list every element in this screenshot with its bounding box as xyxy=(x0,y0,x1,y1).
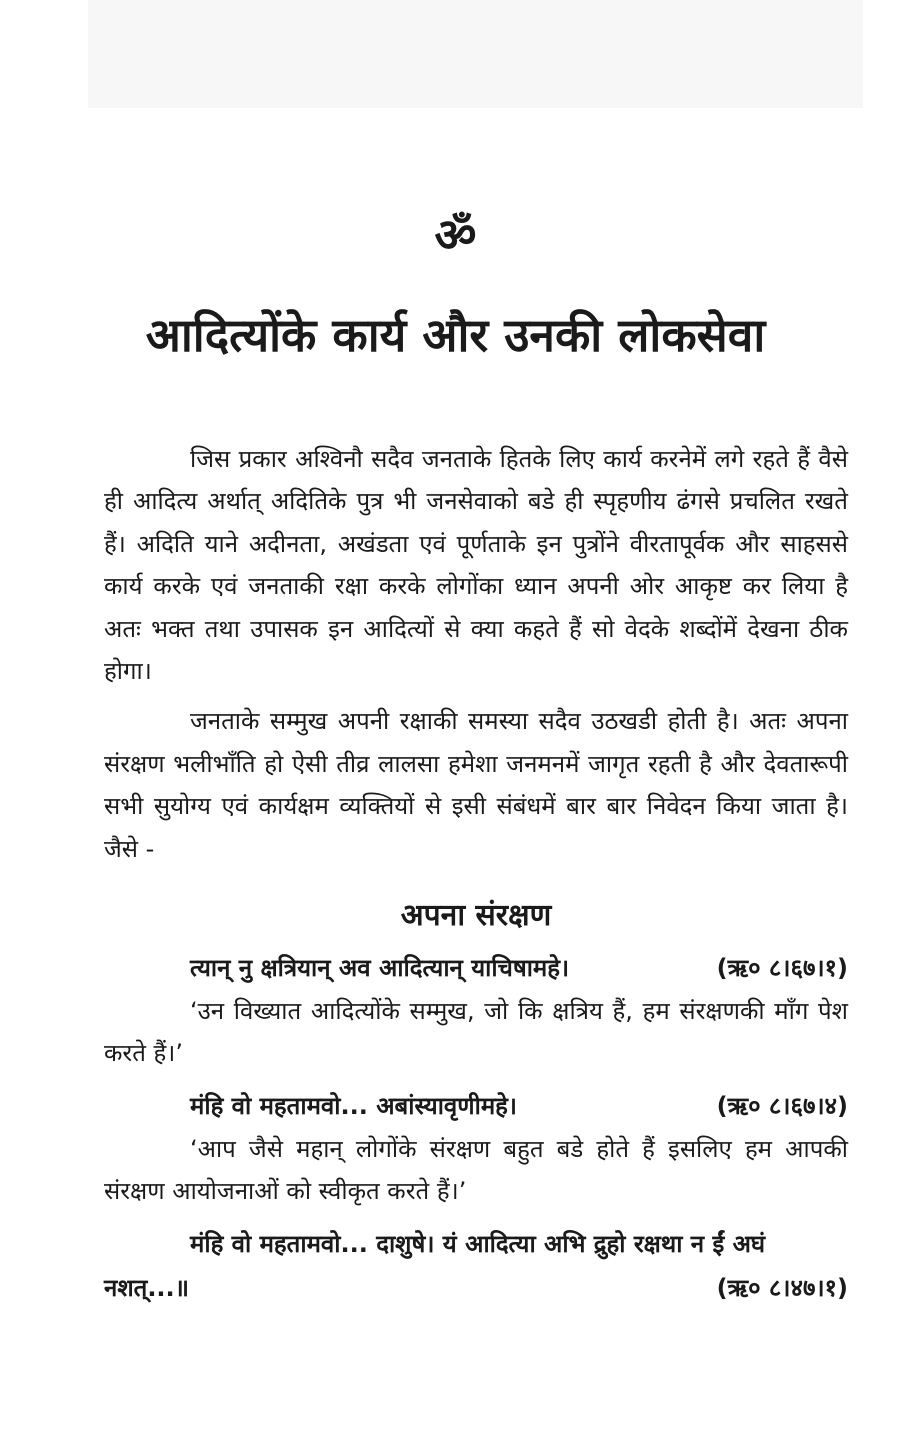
section-heading: अपना संरक्षण xyxy=(400,898,552,934)
body-paragraph-1: जिस प्रकार अश्विनौ सदैव जनताके हितके लिए कार्य करनेमें लगे रहते हैं वैसे ही आदित्य अर्थात् अदितिके पुत्र भी जनसेवाको बडे ही स्पृहणीय ढंगसे प्रचलित रखते हैं। अदिति याने अदीनता, अखंडता एवं पूर्णताके इन पुत्रोंने वीरतापूर्वक और साहससे कार्य करके एवं जनताकी रक्षा करके लोगोंका ध्यान अपनी ओर आकृष्ट कर लिया है अतः भक्त तथा उपासक इन आदित्यों से क्या कहते हैं सो वेदके शब्दोंमें देखना ठीक होगा। xyxy=(104,445,848,686)
verse-1-text: त्यान् नु क्षत्रियान् अव आदित्यान् याचिषामहे। xyxy=(190,954,570,983)
page-body xyxy=(104,438,848,1310)
verse-2-translation: ‘आप जैसे महान् लोगोंके संरक्षण बहुत बडे होते हैं इसलिए हम आपकी संरक्षण आयोजनाओं को स्वीकृत करते हैं।’ xyxy=(104,1135,848,1206)
verse-2-reference: (ऋ० ८।६७।४) xyxy=(716,1092,848,1121)
verse-2-text: मंहि वो महतामवो... अबांस्यावृणीमहे। xyxy=(190,1092,518,1121)
verse-3-line-2 xyxy=(104,1266,848,1310)
page-top-shade xyxy=(88,0,863,108)
verse-2 xyxy=(104,1084,848,1128)
om-symbol: ॐ xyxy=(434,208,477,262)
verse-1-translation: ‘उन विख्यात आदित्योंके सम्मुख, जो कि क्षत्रिय हैं, हम संरक्षणकी माँग पेश करते हैं।’ xyxy=(104,997,848,1068)
body-paragraph-2: जनताके सम्मुख अपनी रक्षाकी समस्या सदैव उठखडी होती है। अतः अपना संरक्षण भलीभाँति हो ऐसी तीव्र लालसा हमेशा जनमनमें जागृत रहती है और देवतारूपी सभी सुयोग्य एवं कार्यक्षम व्यक्तियों से इसी संबंधमें बार बार निवेदन किया जाता है। जैसे - xyxy=(104,707,848,863)
verse-3-ending: नशत्...॥ xyxy=(104,1274,190,1303)
verse-3-reference: (ऋ० ८।४७।१) xyxy=(716,1274,848,1303)
verse-3-line-1: मंहि वो महतामवो... दाशुषे। यं आदित्या अभि द्रुहो रक्षथा न ईं अघं xyxy=(190,1230,766,1259)
verse-1-reference: (ऋ० ८।६७।१) xyxy=(716,954,848,983)
verse-1 xyxy=(104,946,848,990)
page-title: आदित्योंके कार्य और उनकी लोकसेवा xyxy=(145,308,766,362)
